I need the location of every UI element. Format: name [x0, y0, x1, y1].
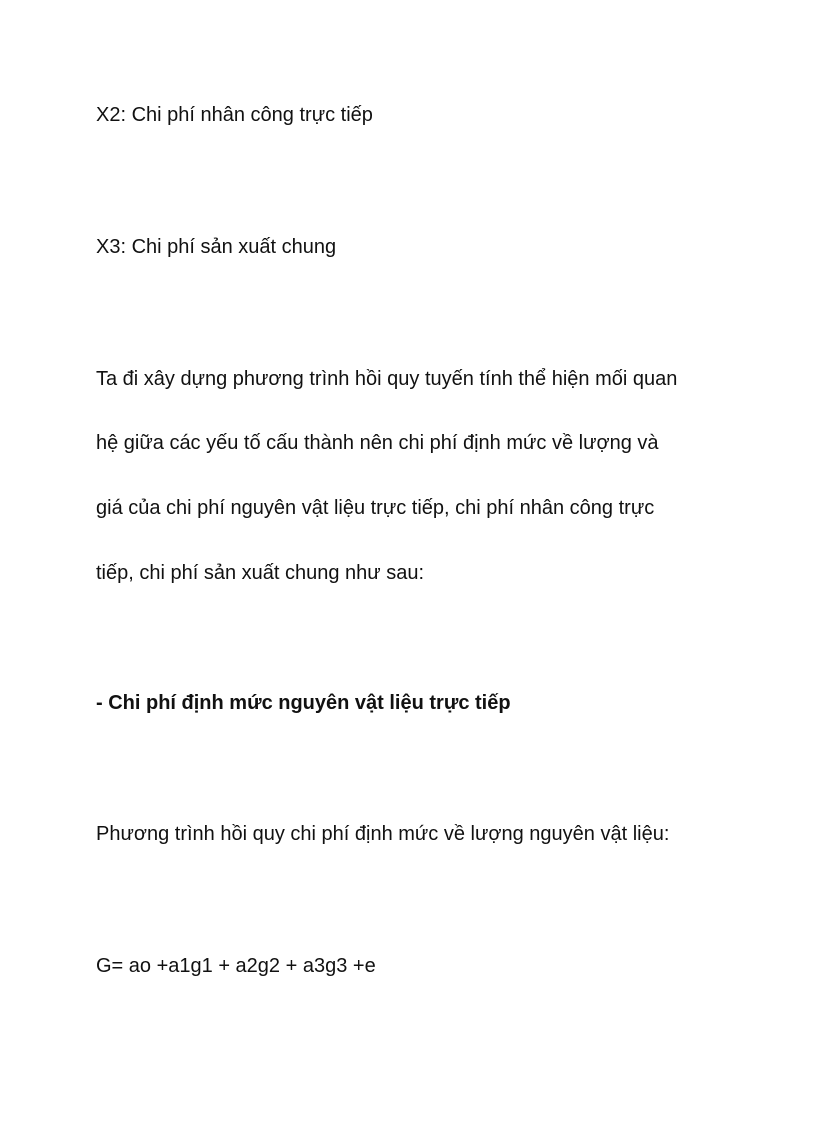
regression-intro: Phương trình hồi quy chi phí định mức về lượng nguyên vật liệu: [96, 823, 670, 845]
paragraph-line-4: tiếp, chi phí sản xuất chung như sau: [96, 562, 425, 584]
definition-x3: X3: Chi phí sản xuất chung [96, 236, 337, 258]
paragraph-line-1: Ta đi xây dựng phương trình hồi quy tuyến tính thể hiện mối quan [96, 368, 678, 390]
regression-equation: G= ao +a1g1 + a2g2 + a3g3 +e [96, 955, 376, 977]
paragraph-line-3: giá của chi phí nguyên vật liệu trực tiếp, chi phí nhân công trực [96, 497, 655, 519]
paragraph-line-2: hệ giữa các yếu tố cấu thành nên chi phí định mức về lượng và [96, 432, 659, 454]
definition-x2: X2: Chi phí nhân công trực tiếp [96, 104, 373, 126]
section-heading: - Chi phí định mức nguyên vật liệu trực tiếp [96, 692, 511, 714]
